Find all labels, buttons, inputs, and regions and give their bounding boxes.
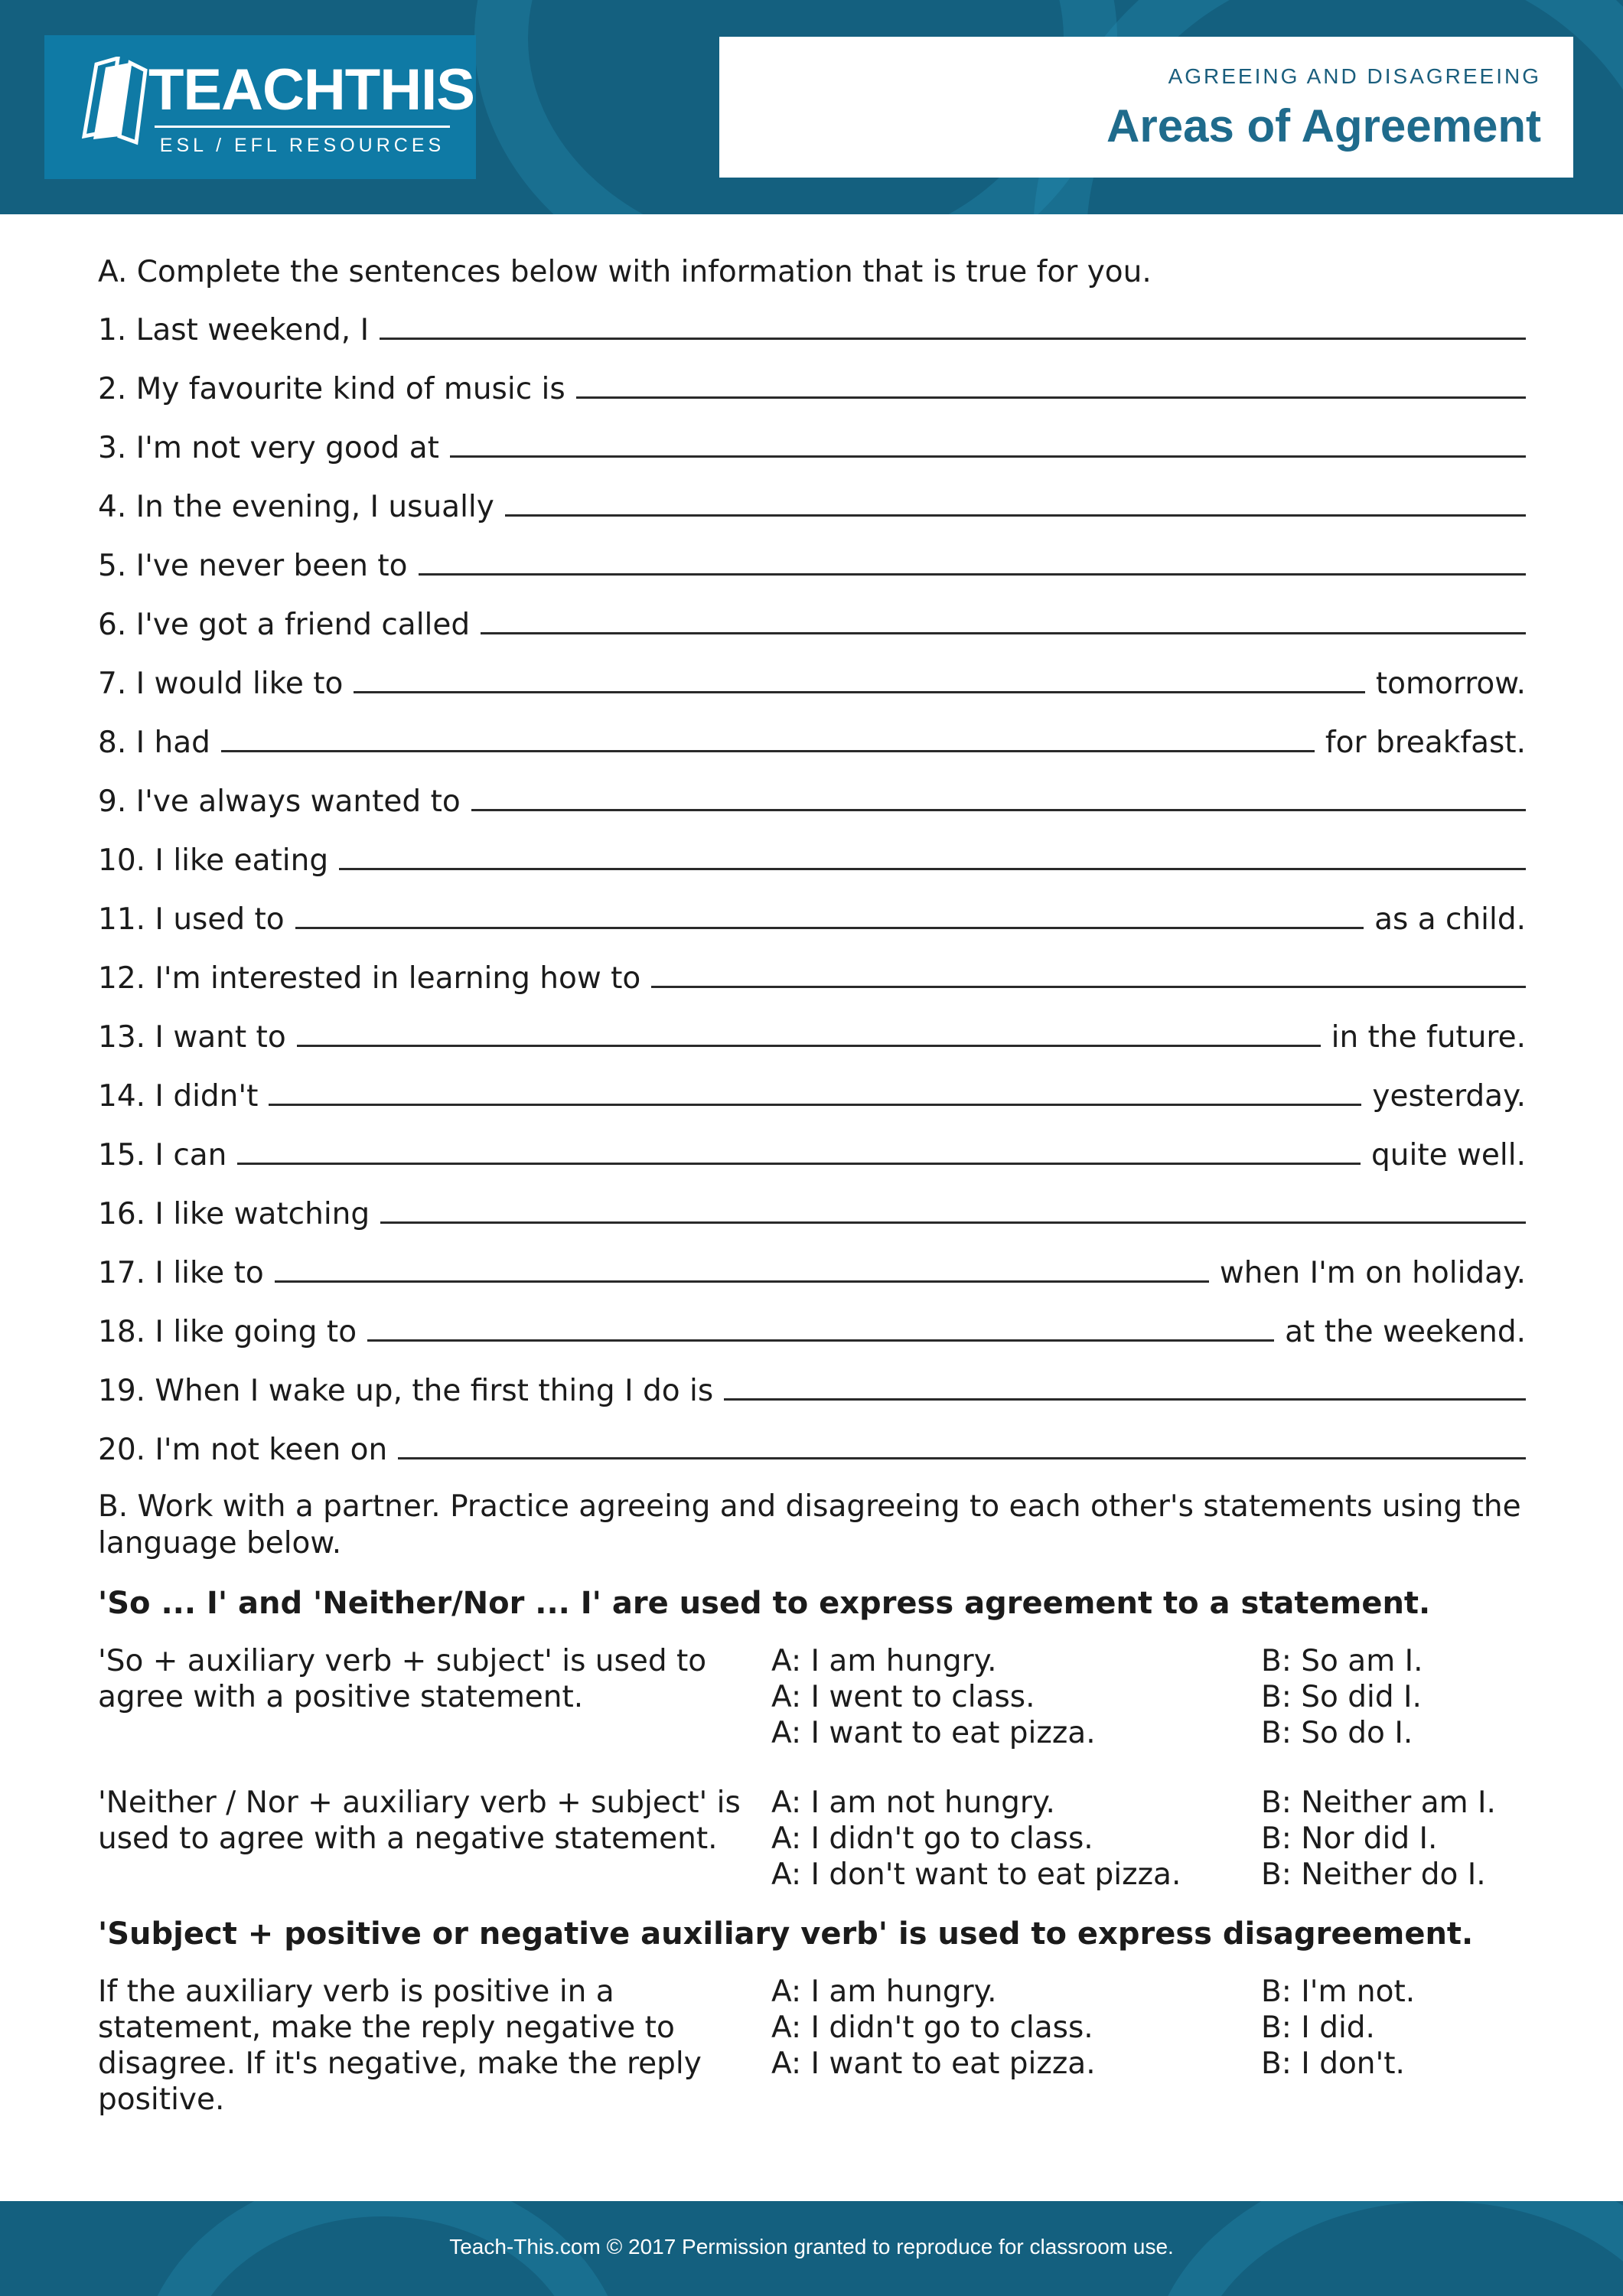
sentence-ending: at the weekend. bbox=[1285, 1315, 1526, 1349]
sentence-item bbox=[98, 605, 1526, 644]
disagree-example-block bbox=[98, 1974, 1526, 2118]
sentence-prompt: 19. When I wake up, the first thing I do is bbox=[98, 1374, 714, 1408]
sentence-prompt: 12. I'm interested in learning how to bbox=[98, 961, 641, 996]
sentence-ending: for breakfast. bbox=[1325, 726, 1526, 760]
sentence-item bbox=[98, 1253, 1526, 1293]
sentence-item bbox=[98, 546, 1526, 585]
answer-blank[interactable] bbox=[269, 1076, 1361, 1106]
sentence-item bbox=[98, 1017, 1526, 1057]
so-explanation: 'So + auxiliary verb + subject' is used to agree with a positive statement. bbox=[98, 1644, 707, 1714]
sentence-prompt: 4. In the evening, I usually bbox=[98, 490, 494, 524]
sentence-prompt: 8. I had bbox=[98, 726, 210, 760]
sentence-item bbox=[98, 958, 1526, 998]
section-b-instruction: B. Work with a partner. Practice agreeing and disagreeing to each other's statements using the language below. bbox=[98, 1489, 1521, 1561]
neither-example-block bbox=[98, 1785, 1526, 1893]
neither-a-statements: A: I am not hungry. A: I didn't go to class. A: I don't want to eat pizza. bbox=[771, 1786, 1181, 1892]
disagree-a-statements: A: I am hungry. A: I didn't go to class. A: I want to eat pizza. bbox=[771, 1975, 1096, 2081]
logo-brand-name: TEACHTHIS bbox=[148, 57, 474, 122]
disagreement-heading: 'Subject + positive or negative auxiliary verb' is used to express disagreement. bbox=[98, 1916, 1474, 1952]
teachthis-logo[interactable] bbox=[44, 35, 476, 179]
sentence-ending: when I'm on holiday. bbox=[1219, 1256, 1526, 1290]
logo-divider bbox=[155, 126, 450, 128]
sentence-ending: as a child. bbox=[1374, 902, 1526, 937]
sentence-prompt: 11. I used to bbox=[98, 902, 285, 937]
answer-blank[interactable] bbox=[295, 899, 1364, 929]
answer-blank[interactable] bbox=[419, 546, 1526, 576]
sentence-item bbox=[98, 487, 1526, 527]
sentence-item bbox=[98, 310, 1526, 350]
copyright-notice: Teach-This.com © 2017 Permission granted to reproduce for classroom use. bbox=[449, 2235, 1174, 2258]
sentence-prompt: 5. I've never been to bbox=[98, 549, 408, 583]
worksheet-category: AGREEING AND DISAGREEING bbox=[1168, 64, 1541, 88]
answer-blank[interactable] bbox=[367, 1312, 1274, 1342]
sentence-item bbox=[98, 428, 1526, 468]
sentence-item bbox=[98, 1371, 1526, 1411]
sentence-item bbox=[98, 899, 1526, 939]
answer-blank[interactable] bbox=[297, 1017, 1321, 1047]
sentence-item bbox=[98, 1135, 1526, 1175]
sentence-prompt: 14. I didn't bbox=[98, 1079, 259, 1114]
logo-tagline: ESL / EFL RESOURCES bbox=[159, 135, 445, 156]
answer-blank[interactable] bbox=[471, 781, 1526, 811]
answer-blank[interactable] bbox=[450, 428, 1526, 458]
sentence-item bbox=[98, 840, 1526, 880]
sentence-prompt: 3. I'm not very good at bbox=[98, 431, 439, 465]
sentence-prompt: 17. I like to bbox=[98, 1256, 264, 1290]
sentence-prompt: 16. I like watching bbox=[98, 1197, 370, 1231]
sentence-item bbox=[98, 1194, 1526, 1234]
sentence-prompt: 2. My favourite kind of music is bbox=[98, 372, 565, 406]
sentence-item bbox=[98, 781, 1526, 821]
sentence-item bbox=[98, 664, 1526, 703]
so-example-block bbox=[98, 1643, 1526, 1751]
sentence-prompt: 13. I want to bbox=[98, 1020, 286, 1055]
sentence-prompt: 20. I'm not keen on bbox=[98, 1433, 388, 1467]
sentence-prompt: 18. I like going to bbox=[98, 1315, 357, 1349]
page-header bbox=[0, 0, 1623, 214]
sentence-prompt: 6. I've got a friend called bbox=[98, 608, 471, 642]
page-footer bbox=[0, 2201, 1623, 2296]
neither-explanation: 'Neither / Nor + auxiliary verb + subject' is used to agree with a negative statement. bbox=[98, 1786, 741, 1856]
sentence-item bbox=[98, 1076, 1526, 1116]
answer-blank[interactable] bbox=[380, 1194, 1526, 1224]
answer-blank[interactable] bbox=[724, 1371, 1526, 1401]
sentence-list bbox=[98, 310, 1526, 1469]
sentence-item bbox=[98, 1312, 1526, 1352]
book-icon bbox=[77, 57, 150, 145]
agreement-heading: 'So ... I' and 'Neither/Nor ... I' are used to express agreement to a statement. bbox=[98, 1586, 1431, 1621]
sentence-prompt: 1. Last weekend, I bbox=[98, 313, 370, 347]
answer-blank[interactable] bbox=[576, 369, 1526, 399]
title-panel bbox=[719, 37, 1573, 178]
page-title: Areas of Agreement bbox=[1106, 100, 1541, 152]
sentence-prompt: 7. I would like to bbox=[98, 667, 344, 701]
sentence-ending: tomorrow. bbox=[1375, 667, 1526, 701]
answer-blank[interactable] bbox=[481, 605, 1526, 634]
answer-blank[interactable] bbox=[221, 722, 1315, 752]
answer-blank[interactable] bbox=[237, 1135, 1361, 1165]
sentence-item bbox=[98, 722, 1526, 762]
disagree-b-replies: B: I'm not. B: I did. B: I don't. bbox=[1261, 1975, 1416, 2081]
disagree-explanation: If the auxiliary verb is positive in a statement, make the reply negative to disagree. If it's negative, make the reply positive. bbox=[98, 1975, 702, 2117]
sentence-item bbox=[98, 1430, 1526, 1469]
sentence-prompt: 10. I like eating bbox=[98, 843, 329, 878]
so-a-statements: A: I am hungry. A: I went to class. A: I want to eat pizza. bbox=[771, 1644, 1096, 1750]
answer-blank[interactable] bbox=[505, 487, 1526, 517]
answer-blank[interactable] bbox=[354, 664, 1365, 693]
section-a-instruction: A. Complete the sentences below with information that is true for you. bbox=[98, 255, 1152, 289]
sentence-item bbox=[98, 369, 1526, 409]
worksheet-body bbox=[98, 253, 1526, 2118]
sentence-prompt: 15. I can bbox=[98, 1138, 227, 1172]
neither-b-replies: B: Neither am I. B: Nor did I. B: Neither do I. bbox=[1261, 1786, 1496, 1892]
sentence-ending: quite well. bbox=[1371, 1138, 1526, 1172]
answer-blank[interactable] bbox=[380, 310, 1526, 340]
answer-blank[interactable] bbox=[398, 1430, 1526, 1459]
answer-blank[interactable] bbox=[651, 958, 1526, 988]
sentence-ending: in the future. bbox=[1331, 1020, 1526, 1055]
answer-blank[interactable] bbox=[275, 1253, 1209, 1283]
sentence-ending: yesterday. bbox=[1372, 1079, 1526, 1114]
answer-blank[interactable] bbox=[339, 840, 1526, 870]
so-b-replies: B: So am I. B: So did I. B: So do I. bbox=[1261, 1644, 1423, 1750]
sentence-prompt: 9. I've always wanted to bbox=[98, 784, 461, 819]
